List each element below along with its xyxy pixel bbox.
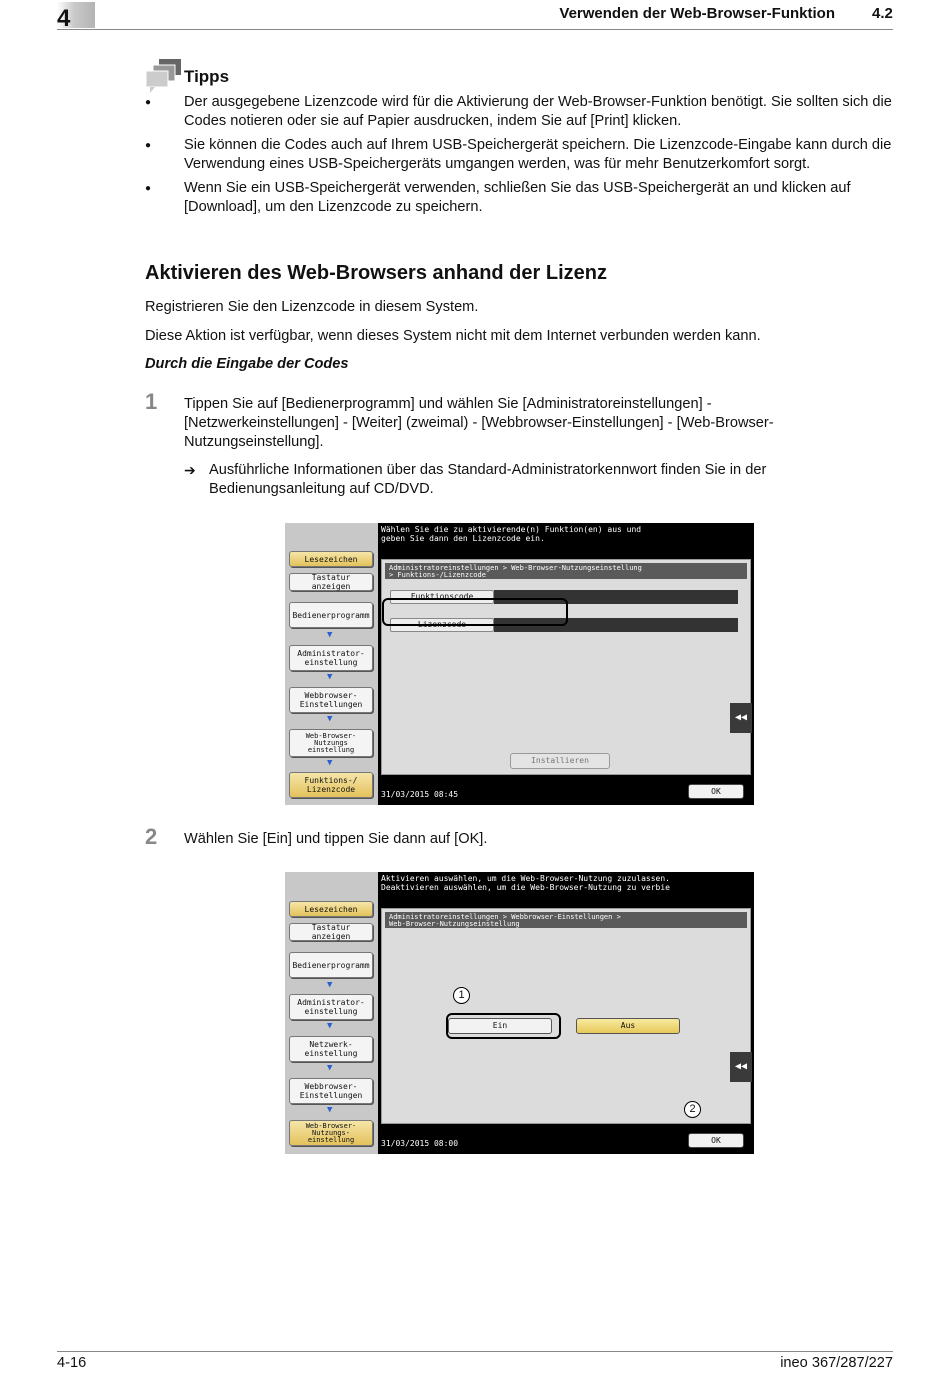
highlight-frame-ok	[677, 1125, 752, 1151]
step-number-2: 2	[145, 824, 158, 849]
down-arrow-icon: ▼	[327, 1021, 333, 1031]
highlight-frame	[382, 598, 568, 626]
tips-list	[145, 93, 897, 222]
ok-button[interactable]: OK	[688, 1133, 744, 1148]
breadcrumb: Administratoreinstellungen > Web-Browser-Nutzungseinstellung > Funktions-/Lizenzcode	[385, 563, 747, 579]
install-button[interactable]: Installieren	[510, 753, 610, 769]
tips-item: ● Wenn Sie ein USB-Speichergerät verwenden, schließen Sie das USB-Speichergerät an und klicken auf [Download], um den Lizenzcode zu speichern.	[145, 179, 897, 217]
status-datetime: 31/03/2015 08:45	[381, 790, 459, 799]
content-panel	[381, 559, 751, 775]
page-number: 4-16	[57, 1355, 87, 1371]
breadcrumb: Administratoreinstellungen > Webbrowser-Einstellungen > Web-Browser-Nutzungseinstellung	[385, 912, 747, 928]
webbrowser-settings-button[interactable]: Webbrowser- Einstellungen	[289, 687, 373, 713]
back-icon[interactable]: ◀◀	[730, 703, 752, 733]
screenshot-license-code	[285, 523, 754, 805]
content-panel	[381, 908, 751, 1124]
screenshot-usage-setting	[285, 872, 754, 1154]
function-code-label[interactable]: Funktionscode	[390, 590, 494, 604]
paragraph-1: Registrieren Sie den Lizenzcode in diesem System.	[145, 299, 479, 315]
down-arrow-icon: ▼	[327, 630, 333, 640]
status-datetime: 31/03/2015 08:00	[381, 1139, 459, 1148]
usage-settings-button[interactable]: Web-Browser- Nutzungs einstellung	[289, 729, 373, 757]
bookmark-button[interactable]: Lesezeichen	[289, 901, 373, 917]
ok-button[interactable]: OK	[688, 784, 744, 799]
footer-divider	[57, 1351, 893, 1352]
paragraph-2: Diese Aktion ist verfügbar, wenn dieses System nicht mit dem Internet verbunden werden kann.	[145, 328, 761, 344]
screen-message: Wählen Sie die zu aktivierende(n) Funktion(en) aus und geben Sie dann den Lizenzcode ein.	[381, 525, 642, 543]
highlight-frame-on	[446, 1013, 561, 1039]
header-title: Verwenden der Web-Browser-Funktion	[559, 5, 835, 22]
down-arrow-icon: ▼	[327, 1105, 333, 1115]
down-arrow-icon: ▼	[327, 1063, 333, 1073]
tips-item: ● Sie können die Codes auch auf Ihrem USB-Speichergerät speichern. Die Lizenzcode-Eingabe kann durch die Verwendung eines USB-Speichergeräts umgangen werden, was für mehr Benutzerkomfort sorgt.	[145, 136, 897, 174]
license-code-label[interactable]: Lizenzcode	[390, 618, 494, 632]
subheading: Durch die Eingabe der Codes	[145, 356, 349, 372]
header-section: 4.2	[872, 5, 893, 22]
keyboard-button[interactable]: Tastatur anzeigen	[289, 573, 373, 591]
side-panel	[285, 872, 378, 1154]
down-arrow-icon: ▼	[327, 980, 333, 990]
off-button[interactable]: Aus	[576, 1018, 680, 1034]
step-note: Ausführliche Informationen über das Standard-Administratorkennwort finden Sie in der Bedienungsanleitung auf CD/DVD.	[209, 462, 767, 497]
step-text-2: Wählen Sie [Ein] und tippen Sie dann auf [OK].	[184, 831, 488, 847]
tips-title: Tipps	[184, 67, 230, 86]
bookmark-button[interactable]: Lesezeichen	[289, 551, 373, 567]
header-divider	[57, 29, 893, 30]
utility-button[interactable]: Bedienerprogramm	[289, 602, 373, 628]
down-arrow-icon: ▼	[327, 714, 333, 724]
tips-icon	[145, 58, 183, 94]
webbrowser-settings-button[interactable]: Webbrowser- Einstellungen	[289, 1078, 373, 1104]
callout-2: 2	[684, 1101, 701, 1118]
down-arrow-icon: ▼	[327, 758, 333, 768]
tips-item: ● Der ausgegebene Lizenzcode wird für die Aktivierung der Web-Browser-Funktion benötigt. Sie sollten sich die Codes notieren oder sie auf Papier ausdrucken, indem Sie auf [Print] klicken.	[145, 93, 897, 131]
down-arrow-icon: ▼	[327, 672, 333, 682]
admin-settings-button[interactable]: Administrator- einstellung	[289, 645, 373, 671]
back-icon[interactable]: ◀◀	[730, 1052, 752, 1082]
admin-settings-button[interactable]: Administrator- einstellung	[289, 994, 373, 1020]
step-text-1: Tippen Sie auf [Bedienerprogramm] und wählen Sie [Administratoreinstellungen] - [Netzwerkeinstellungen] - [Weiter] (zweimal) - [Webbrowser-Einstellungen] - [Web-Browser-Nutzungseinstellung].	[184, 396, 774, 450]
license-code-button[interactable]: Funktions-/ Lizenzcode	[289, 772, 373, 798]
side-panel	[285, 523, 378, 805]
utility-button[interactable]: Bedienerprogramm	[289, 952, 373, 978]
section-heading: Aktivieren des Web-Browsers anhand der Lizenz	[145, 262, 607, 284]
step-number-1: 1	[145, 389, 158, 414]
chapter-number: 4	[57, 5, 71, 32]
callout-1: 1	[453, 987, 470, 1004]
screen-message: Aktivieren auswählen, um die Web-Browser-Nutzung zuzulassen. Deaktivieren auswählen, um die Web-Browser-Nutzung zu verbie	[381, 874, 670, 892]
keyboard-button[interactable]: Tastatur anzeigen	[289, 923, 373, 941]
on-button[interactable]: Ein	[448, 1018, 552, 1034]
network-settings-button[interactable]: Netzwerk- einstellung	[289, 1036, 373, 1062]
usage-settings-button[interactable]: Web-Browser- Nutzungs- einstellung	[289, 1120, 373, 1146]
chapter-number-tab	[57, 2, 95, 32]
model-name: ineo 367/287/227	[780, 1355, 893, 1371]
arrow-icon: ➔	[184, 462, 196, 478]
